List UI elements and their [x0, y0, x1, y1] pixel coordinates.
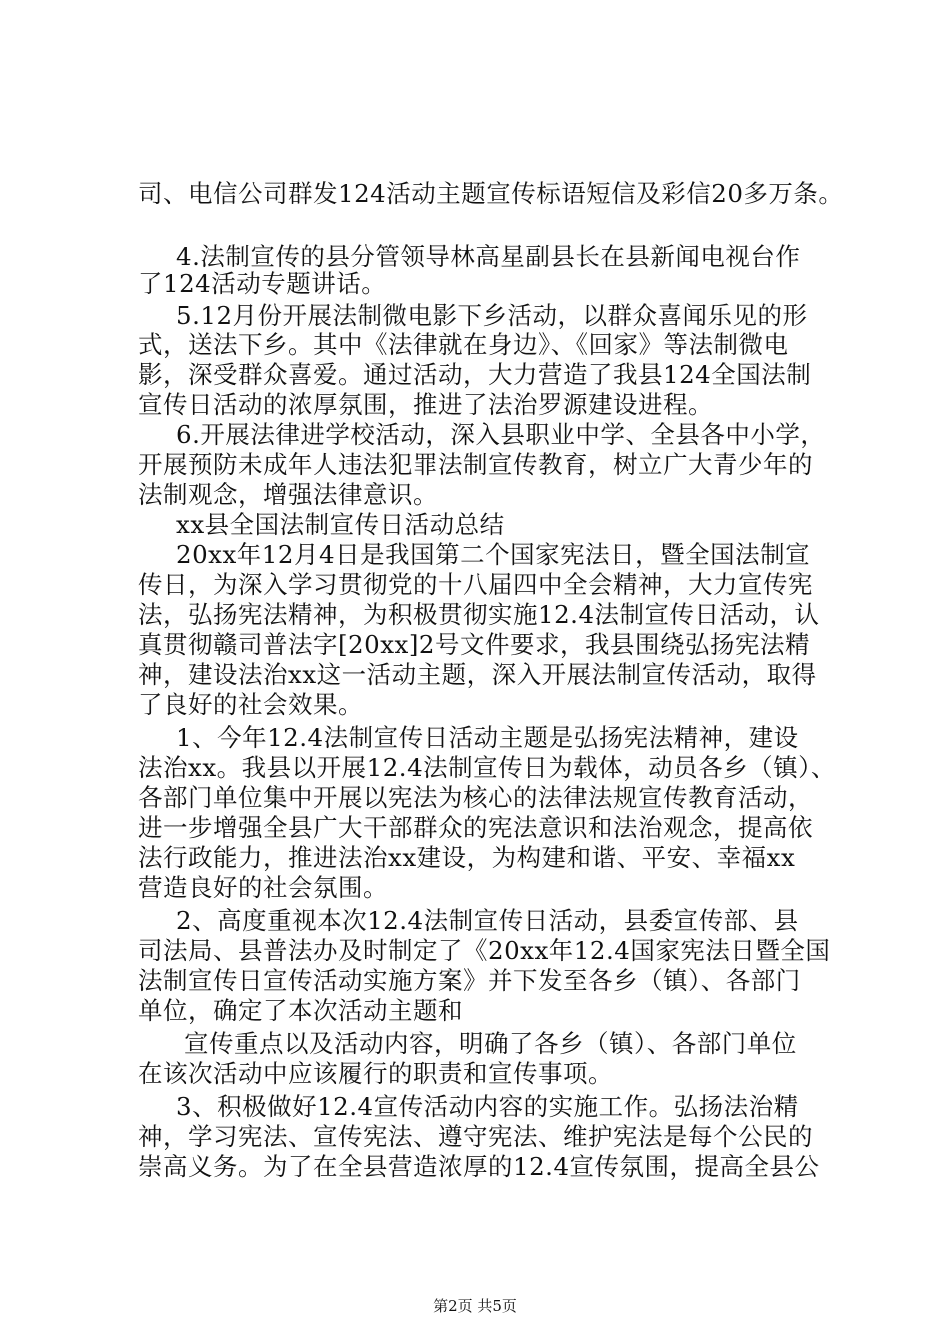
text-line: 6.开展法律进学校活动，深入县职业中学、全县各中小学，: [176, 420, 826, 449]
text-line: 司法局、县普法办及时制定了《20xx年12.4国家宪法日暨全国: [138, 936, 831, 965]
text-line: 传日，为深入学习贯彻党的十八届四中全会精神，大力宣传宪: [138, 570, 813, 599]
text-line: 神，学习宪法、宣传宪法、遵守宪法、维护宪法是每个公民的: [138, 1122, 813, 1151]
text-line: 式，送法下乡。其中《法律就在身边》、《回家》等法制微电: [138, 330, 789, 359]
text-line: 神，建设法治xx这一活动主题，深入开展法制宣传活动，取得: [138, 660, 817, 689]
text-line: 1、今年12.4法制宣传日活动主题是弘扬宪法精神，建设: [176, 723, 799, 752]
text-line: 2、高度重视本次12.4法制宣传日活动，县委宣传部、县: [176, 906, 799, 935]
text-line: 法治xx。我县以开展12.4法制宣传日为载体，动员各乡（镇）、: [138, 753, 836, 782]
text-line: 崇高义务。为了在全县营造浓厚的12.4宣传氛围，提高全县公: [138, 1152, 820, 1181]
text-line: 了124活动专题讲话。: [138, 269, 387, 298]
text-line: 开展预防未成年人违法犯罪法制宣传教育，树立广大青少年的: [138, 450, 813, 479]
text-line: 司、电信公司群发124活动主题宣传标语短信及彩信20多万条。: [138, 179, 844, 208]
text-line: 法制观念，增强法律意识。: [138, 480, 438, 509]
text-line: 真贯彻赣司普法字[20xx]2号文件要求，我县围绕弘扬宪法精: [138, 630, 811, 659]
text-line: 了良好的社会效果。: [138, 690, 363, 719]
text-line: 影，深受群众喜爱。通过活动，大力营造了我县124全国法制: [138, 360, 812, 389]
text-line: 在该次活动中应该履行的职责和宣传事项。: [138, 1059, 613, 1088]
text-line: 法行政能力，推进法治xx建设，为构建和谐、平安、幸福xx: [138, 843, 796, 872]
text-line: 20xx年12月4日是我国第二个国家宪法日，暨全国法制宣: [176, 540, 811, 569]
text-line: 5.12月份开展法制微电影下乡活动，以群众喜闻乐见的形: [176, 301, 808, 330]
text-line: 宣传日活动的浓厚氛围，推进了法治罗源建设进程。: [138, 390, 713, 419]
text-line: 宣传重点以及活动内容，明确了各乡（镇）、各部门单位: [184, 1029, 797, 1058]
text-line: 营造良好的社会氛围。: [138, 873, 388, 902]
page-number-footer: 第2页 共5页: [433, 1297, 517, 1315]
text-line: 法制宣传日宣传活动实施方案》并下发至各乡（镇）、各部门: [138, 966, 801, 995]
text-line: 4.法制宣传的县分管领导林高星副县长在县新闻电视台作: [176, 242, 801, 271]
text-line: 各部门单位集中开展以宪法为核心的法律法规宣传教育活动，: [138, 783, 813, 812]
text-line: 单位，确定了本次活动主题和: [138, 996, 463, 1025]
section-heading: xx县全国法制宣传日活动总结: [176, 510, 505, 539]
text-line: 进一步增强全县广大干部群众的宪法意识和法治观念，提高依: [138, 813, 813, 842]
text-line: 法，弘扬宪法精神，为积极贯彻实施12.4法制宣传日活动，认: [138, 600, 820, 629]
text-line: 3、积极做好12.4宣传活动内容的实施工作。弘扬法治精: [176, 1092, 799, 1121]
